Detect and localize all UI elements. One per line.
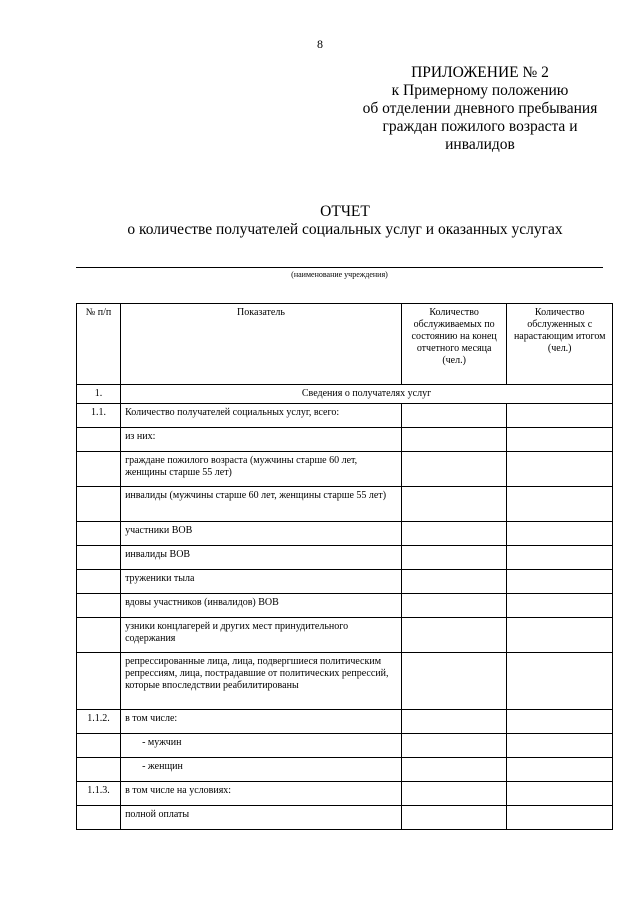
appendix-line-3: об отделении дневного пребывания xyxy=(362,100,598,117)
row-label: инвалиды ВОВ xyxy=(121,546,402,570)
table-row xyxy=(77,782,613,806)
row-value-cumulative[interactable] xyxy=(507,806,613,830)
row-value-cumulative[interactable] xyxy=(507,428,613,452)
row-value-cumulative[interactable] xyxy=(507,653,613,710)
row-value-cumulative[interactable] xyxy=(507,487,613,522)
row-label: граждане пожилого возраста (мужчины старше 60 лет, женщины старше 55 лет) xyxy=(121,452,402,487)
row-num xyxy=(77,546,121,570)
header-served-month-end: Количество обслуживаемых по состоянию на конец отчетного месяца (чел.) xyxy=(401,304,507,385)
row-label: Количество получателей социальных услуг, всего: xyxy=(121,404,402,428)
row-value-cumulative[interactable] xyxy=(507,618,613,653)
row-label: - женщин xyxy=(121,758,402,782)
report-subtitle: о количестве получателей социальных услуг и оказанных услугах xyxy=(127,221,563,238)
row-label: инвалиды (мужчины старше 60 лет, женщины старше 55 лет) xyxy=(121,487,402,522)
row-num xyxy=(77,452,121,487)
table-row xyxy=(77,653,613,710)
row-num: 1.1. xyxy=(77,404,121,428)
table-row xyxy=(77,546,613,570)
header-indicator: Показатель xyxy=(121,304,402,385)
appendix-line-4: граждан пожилого возраста и xyxy=(382,118,578,135)
row-value-month-end[interactable] xyxy=(401,758,507,782)
row-value-cumulative[interactable] xyxy=(507,404,613,428)
row-value-month-end[interactable] xyxy=(401,487,507,522)
institution-name-line xyxy=(76,267,603,268)
table-row xyxy=(77,452,613,487)
row-num xyxy=(77,428,121,452)
row-num xyxy=(77,734,121,758)
row-value-cumulative[interactable] xyxy=(507,734,613,758)
row-label: - мужчин xyxy=(121,734,402,758)
row-value-month-end[interactable] xyxy=(401,404,507,428)
row-value-month-end[interactable] xyxy=(401,546,507,570)
row-value-cumulative[interactable] xyxy=(507,546,613,570)
section-row xyxy=(77,385,613,404)
table-row xyxy=(77,570,613,594)
row-value-cumulative[interactable] xyxy=(507,522,613,546)
report-title: ОТЧЕТ xyxy=(320,203,370,220)
row-label: репрессированные лица, лица, подвергшиеся политическим репрессиям, лица, пострадавшие от политических репрессий, которые впоследствии реабилитированы xyxy=(121,653,402,710)
row-value-month-end[interactable] xyxy=(401,570,507,594)
row-value-month-end[interactable] xyxy=(401,594,507,618)
page-number: 8 xyxy=(317,37,323,51)
row-num xyxy=(77,570,121,594)
table-row xyxy=(77,522,613,546)
table-header-row xyxy=(77,304,613,385)
row-num xyxy=(77,487,121,522)
row-value-cumulative[interactable] xyxy=(507,452,613,487)
table-row xyxy=(77,487,613,522)
row-num xyxy=(77,522,121,546)
row-num xyxy=(77,653,121,710)
table-row xyxy=(77,710,613,734)
row-value-month-end[interactable] xyxy=(401,522,507,546)
appendix-line-2: к Примерному положению xyxy=(391,82,569,99)
row-label: вдовы участников (инвалидов) ВОВ xyxy=(121,594,402,618)
row-label: труженики тыла xyxy=(121,570,402,594)
row-label: в том числе: xyxy=(121,710,402,734)
table-row xyxy=(77,428,613,452)
row-value-cumulative[interactable] xyxy=(507,758,613,782)
institution-caption: (наименование учреждения) xyxy=(291,270,388,279)
row-label: узники концлагерей и других мест принудительного содержания xyxy=(121,618,402,653)
section-num: 1. xyxy=(77,385,121,404)
row-num xyxy=(77,594,121,618)
row-label: участники ВОВ xyxy=(121,522,402,546)
row-value-cumulative[interactable] xyxy=(507,570,613,594)
table-row xyxy=(77,404,613,428)
row-label: полной оплаты xyxy=(121,806,402,830)
appendix-line-5: инвалидов xyxy=(445,136,515,153)
row-value-month-end[interactable] xyxy=(401,710,507,734)
row-label: из них: xyxy=(121,428,402,452)
row-value-month-end[interactable] xyxy=(401,653,507,710)
row-value-month-end[interactable] xyxy=(401,806,507,830)
row-value-cumulative[interactable] xyxy=(507,594,613,618)
row-value-cumulative[interactable] xyxy=(507,710,613,734)
table-row xyxy=(77,618,613,653)
appendix-block xyxy=(350,64,610,154)
row-value-cumulative[interactable] xyxy=(507,782,613,806)
row-num xyxy=(77,806,121,830)
section-label: Сведения о получателях услуг xyxy=(121,385,613,404)
row-value-month-end[interactable] xyxy=(401,782,507,806)
table-row xyxy=(77,734,613,758)
row-label: в том числе на условиях: xyxy=(121,782,402,806)
row-num xyxy=(77,758,121,782)
header-num: № п/п xyxy=(77,304,121,385)
row-num: 1.1.3. xyxy=(77,782,121,806)
row-num xyxy=(77,618,121,653)
table-row xyxy=(77,806,613,830)
row-value-month-end[interactable] xyxy=(401,734,507,758)
report-table xyxy=(76,303,613,830)
row-value-month-end[interactable] xyxy=(401,618,507,653)
header-served-cumulative: Количество обслуженных с нарастающим итогом (чел.) xyxy=(507,304,613,385)
row-value-month-end[interactable] xyxy=(401,428,507,452)
row-value-month-end[interactable] xyxy=(401,452,507,487)
row-num: 1.1.2. xyxy=(77,710,121,734)
appendix-line-1: ПРИЛОЖЕНИЕ № 2 xyxy=(411,64,549,81)
table-row xyxy=(77,758,613,782)
table-row xyxy=(77,594,613,618)
